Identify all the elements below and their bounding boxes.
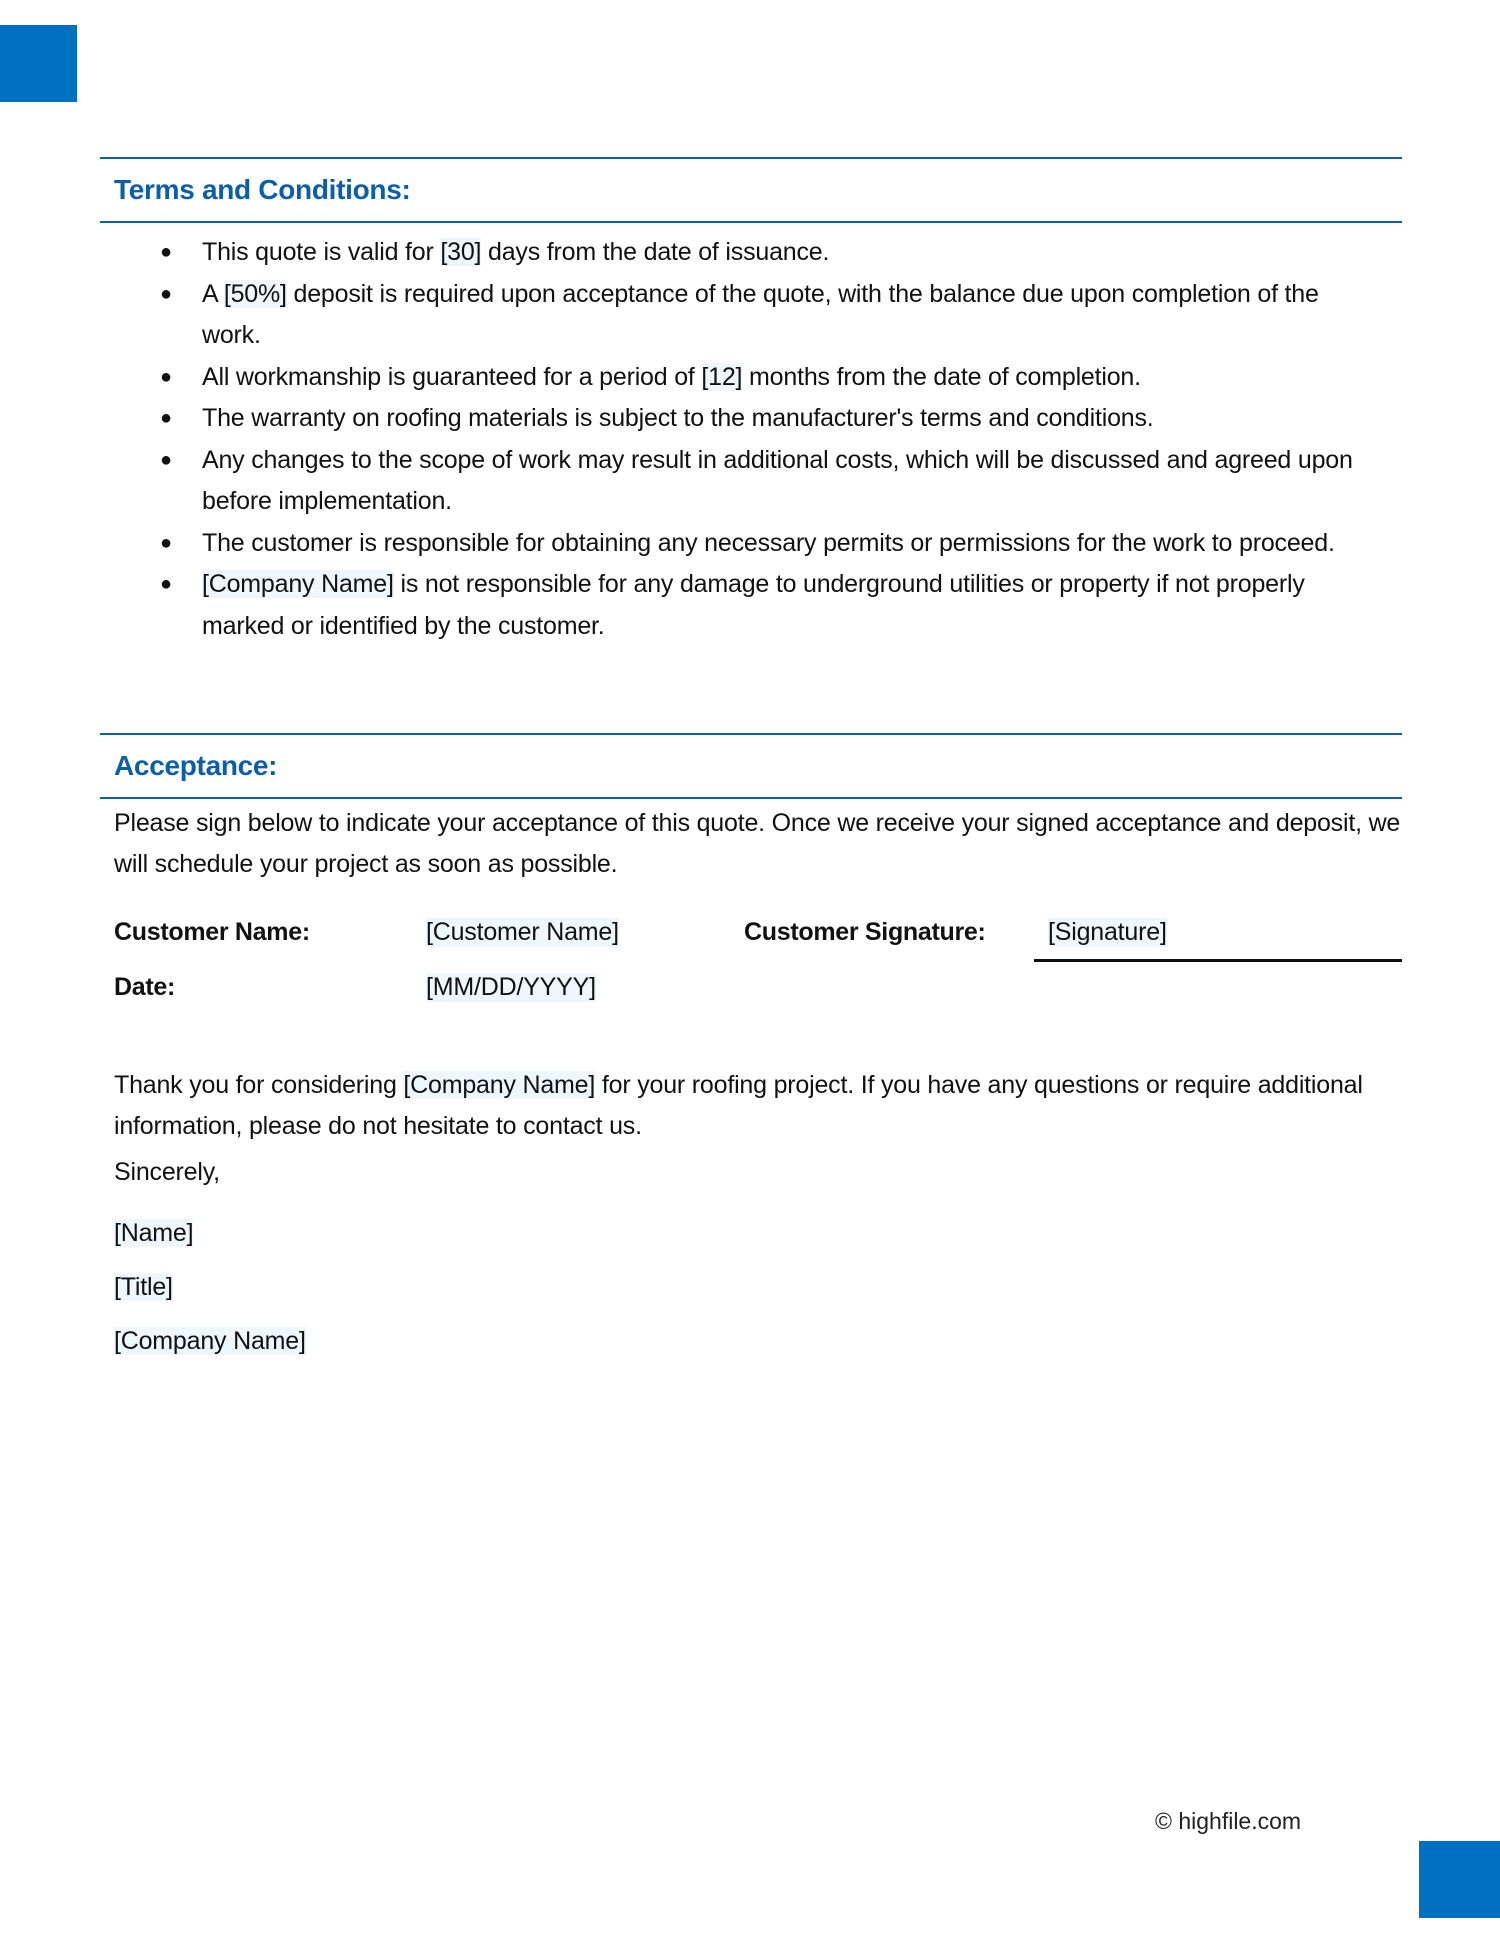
corner-decoration-top-left — [0, 25, 77, 102]
acceptance-heading: Acceptance: — [114, 750, 278, 781]
sincerely-text: Sincerely, — [114, 1158, 220, 1186]
terms-item: ● The warranty on roofing materials is subject to the manufacturer's terms and conditions. — [160, 398, 1380, 440]
signoff-name — [114, 1213, 1404, 1254]
placeholder-field[interactable]: [Name] — [114, 1219, 194, 1247]
bullet-icon: ● — [160, 573, 172, 595]
bullet-icon: ● — [160, 282, 172, 305]
terms-list — [160, 232, 1380, 647]
placeholder-field[interactable]: [Company Name] — [114, 1327, 306, 1355]
placeholder-field[interactable]: [30] — [440, 238, 482, 266]
terms-item: ● A [50%] deposit is required upon acceptance of the quote, with the balance due upon completion of the work. — [160, 274, 1380, 357]
signoff-company — [114, 1321, 1404, 1362]
terms-item: ● The customer is responsible for obtaining any necessary permits or permissions for the work to proceed. — [160, 523, 1380, 565]
date-label: Date: — [114, 973, 176, 1001]
placeholder-field[interactable]: [12] — [701, 362, 743, 391]
acceptance-section-header — [100, 733, 1402, 799]
customer-signature-field[interactable]: [Signature] — [1048, 918, 1167, 946]
terms-section-header — [100, 157, 1402, 223]
customer-signature-label: Customer Signature: — [744, 918, 986, 946]
terms-item: ● This quote is valid for [30] days from the date of issuance. — [160, 232, 1380, 274]
terms-item: ● [Company Name] is not responsible for any damage to underground utilities or property if not properly marked or identified by the customer. — [160, 564, 1380, 647]
bullet-icon: ● — [160, 531, 172, 554]
bullet-icon: ● — [160, 448, 172, 471]
bullet-icon: ● — [160, 365, 172, 388]
bullet-icon: ● — [160, 407, 172, 429]
terms-heading: Terms and Conditions: — [114, 174, 411, 205]
bullet-icon: ● — [160, 241, 172, 263]
signoff-title — [114, 1267, 1404, 1308]
placeholder-field[interactable]: [Company Name] — [202, 570, 394, 598]
placeholder-field[interactable]: [Company Name] — [403, 1071, 596, 1099]
copyright-footer: © highfile.com — [1155, 1808, 1302, 1834]
closing-paragraph: Thank you for considering [Company Name] for your roofing project. If you have any questions or require additional information, please do not hesitate to contact us. — [114, 1071, 1363, 1140]
acceptance-intro: Please sign below to indicate your acceptance of this quote. Once we receive your signed acceptance and deposit, we will schedule your project as soon as possible. — [114, 809, 1401, 878]
placeholder-field[interactable]: [50%] — [223, 279, 287, 308]
corner-decoration-bottom-right — [1419, 1841, 1500, 1918]
placeholder-field[interactable]: [Title] — [114, 1273, 173, 1301]
terms-item: ● All workmanship is guaranteed for a period of [12] months from the date of completion. — [160, 357, 1380, 399]
date-field[interactable]: [MM/DD/YYYY] — [426, 973, 596, 1001]
terms-item: ● Any changes to the scope of work may result in additional costs, which will be discussed and agreed upon before implementation. — [160, 440, 1380, 523]
signature-line — [1034, 959, 1402, 962]
customer-name-field[interactable]: [Customer Name] — [426, 918, 619, 946]
customer-name-label: Customer Name: — [114, 918, 310, 946]
